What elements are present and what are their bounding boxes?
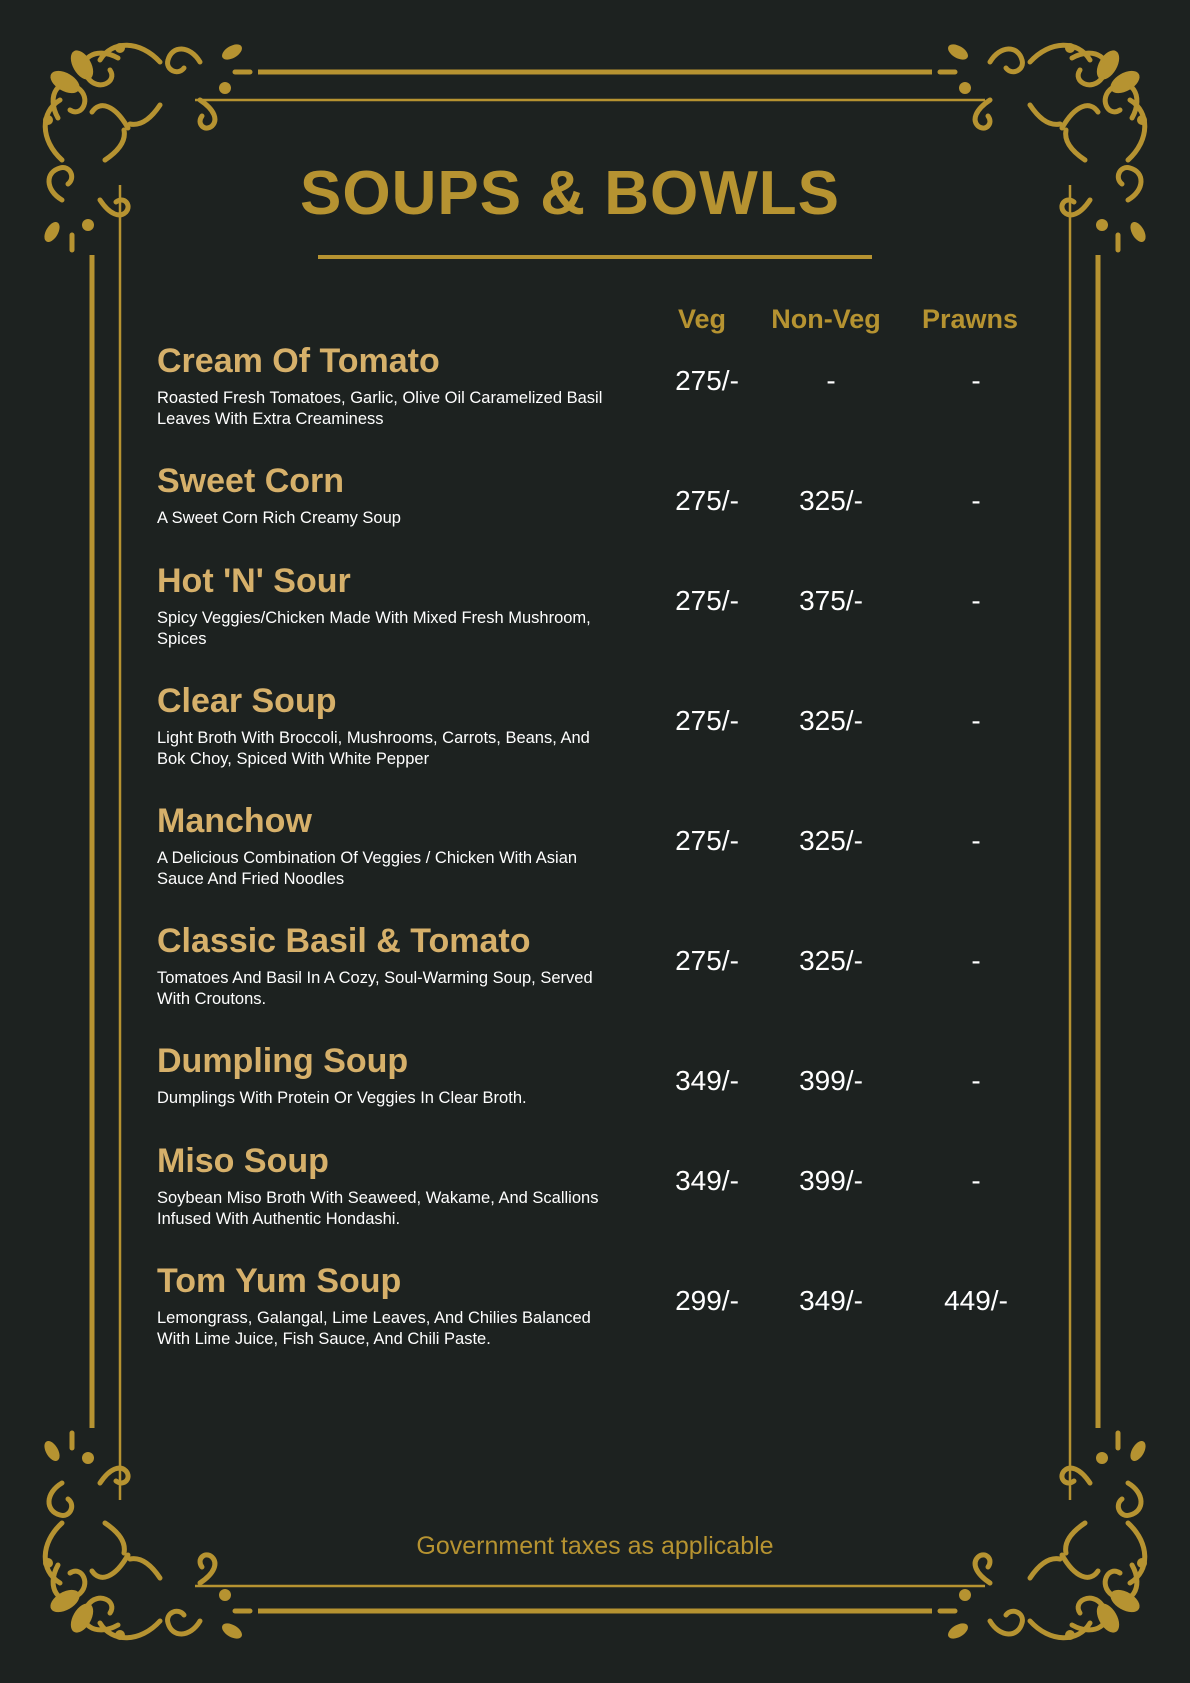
price-veg: 275/- (675, 585, 739, 616)
item-description: Tomatoes And Basil In A Cozy, Soul-Warming Soup, Served With Croutons. (157, 969, 593, 1008)
item-name: Hot 'N' Sour (157, 562, 351, 600)
item-description: Spicy Veggies/Chicken Made With Mixed Fresh Mushroom, Spices (157, 609, 591, 648)
menu-item (157, 342, 1157, 442)
item-description: Soybean Miso Broth With Seaweed, Wakame, And Scallions Infused With Authentic Hondashi. (157, 1189, 599, 1228)
price-prawns: - (971, 825, 981, 856)
item-name: Miso Soup (157, 1142, 329, 1180)
price-veg: 349/- (675, 1065, 739, 1096)
price-prawns: - (971, 945, 981, 976)
price-veg: 275/- (675, 705, 739, 736)
price-prawns: - (971, 585, 981, 616)
item-name: Cream Of Tomato (157, 342, 440, 380)
item-description: A Delicious Combination Of Veggies / Chicken With Asian Sauce And Fried Noodles (157, 849, 578, 888)
menu-item (157, 462, 1157, 562)
menu-item (157, 1042, 1157, 1142)
price-non-veg: 399/- (799, 1165, 863, 1196)
item-description: Roasted Fresh Tomatoes, Garlic, Olive Oil Caramelized Basil Leaves With Extra Creaminess (157, 389, 603, 428)
item-description: Light Broth With Broccoli, Mushrooms, Carrots, Beans, And Bok Choy, Spiced With White Pepper (157, 729, 590, 768)
price-non-veg: 399/- (799, 1065, 863, 1096)
title-underline (318, 255, 872, 259)
price-non-veg: 325/- (799, 705, 863, 736)
price-prawns: - (971, 1165, 981, 1196)
price-veg: 275/- (675, 365, 739, 396)
column-header-veg: Veg (677, 304, 727, 334)
price-non-veg: 349/- (799, 1285, 863, 1316)
price-veg: 275/- (675, 825, 739, 856)
tax-note: Government taxes as applicable (416, 1532, 774, 1560)
menu-item (157, 922, 1157, 1022)
price-prawns: - (971, 1065, 981, 1096)
menu-item (157, 1262, 1157, 1362)
column-header-non-veg: Non-Veg (771, 304, 881, 334)
price-non-veg: 325/- (799, 485, 863, 516)
price-veg: 275/- (675, 485, 739, 516)
menu-item (157, 682, 1157, 782)
price-non-veg: 325/- (799, 945, 863, 976)
price-non-veg: 375/- (799, 585, 863, 616)
item-name: Clear Soup (157, 682, 337, 720)
column-header-prawns: Prawns (921, 304, 1019, 334)
menu-title: SOUPS & BOWLS (299, 159, 841, 228)
item-name: Classic Basil & Tomato (157, 922, 531, 960)
item-name: Dumpling Soup (157, 1042, 409, 1080)
item-description: A Sweet Corn Rich Creamy Soup (157, 509, 401, 527)
item-description: Dumplings With Protein Or Veggies In Clear Broth. (157, 1089, 527, 1107)
menu-item (157, 562, 1157, 662)
menu-item (157, 1142, 1157, 1242)
price-veg: 299/- (675, 1285, 739, 1316)
price-prawns: - (971, 705, 981, 736)
price-non-veg: - (826, 365, 836, 396)
menu-item (157, 802, 1157, 902)
item-description: Lemongrass, Galangal, Lime Leaves, And Chilies Balanced With Lime Juice, Fish Sauce, And Chili Paste. (157, 1309, 591, 1348)
item-name: Manchow (157, 802, 312, 840)
item-name: Tom Yum Soup (157, 1262, 402, 1300)
price-prawns: - (971, 485, 981, 516)
price-veg: 275/- (675, 945, 739, 976)
price-prawns: - (971, 365, 981, 396)
price-prawns: 449/- (944, 1285, 1008, 1316)
item-name: Sweet Corn (157, 462, 345, 500)
price-veg: 349/- (675, 1165, 739, 1196)
price-non-veg: 325/- (799, 825, 863, 856)
